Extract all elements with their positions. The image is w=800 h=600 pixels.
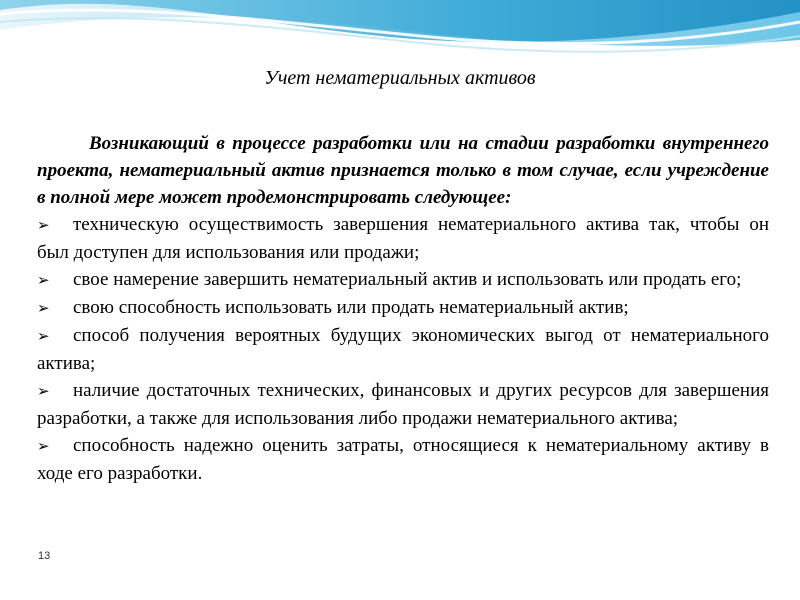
slide-body — [37, 130, 769, 487]
list-item — [37, 294, 769, 322]
list-item-text: свое намерение завершить нематериальный актив и использовать или продать его; — [73, 269, 742, 290]
list-item-text: способность надежно оценить затраты, относящиеся к нематериальному активу в ходе его разработки. — [37, 435, 769, 484]
intro-paragraph: Возникающий в процессе разработки или на стадии разработки внутреннего проекта, нематериальный актив признается только в том случае, если учреждение в полной мере может продемонстрировать следующее: — [37, 133, 769, 208]
page-number: 13 — [38, 550, 51, 562]
arrow-bullet-icon: ➢ — [37, 299, 50, 317]
arrow-bullet-icon: ➢ — [37, 216, 50, 234]
arrow-bullet-icon: ➢ — [37, 382, 50, 400]
slide-title: Учет нематериальных активов — [264, 67, 536, 89]
list-item-text: свою способность использовать или продать нематериальный актив; — [73, 297, 629, 318]
list-item — [37, 322, 769, 377]
list-item-text: способ получения вероятных будущих экономических выгод от нематериального актива; — [37, 325, 769, 374]
header-wave-decoration — [0, 0, 800, 70]
list-item — [37, 432, 769, 487]
list-item — [37, 266, 769, 294]
list-item — [37, 211, 769, 266]
list-item-text: наличие достаточных технических, финансовых и других ресурсов для завершения разработки, а также для использования либо продажи нематериального актива; — [37, 380, 769, 429]
list-item — [37, 377, 769, 432]
arrow-bullet-icon: ➢ — [37, 327, 50, 345]
list-item-text: техническую осуществимость завершения нематериального актива так, чтобы он был доступен для использования или продажи; — [37, 214, 769, 263]
arrow-bullet-icon: ➢ — [37, 437, 50, 455]
arrow-bullet-icon: ➢ — [37, 271, 50, 289]
